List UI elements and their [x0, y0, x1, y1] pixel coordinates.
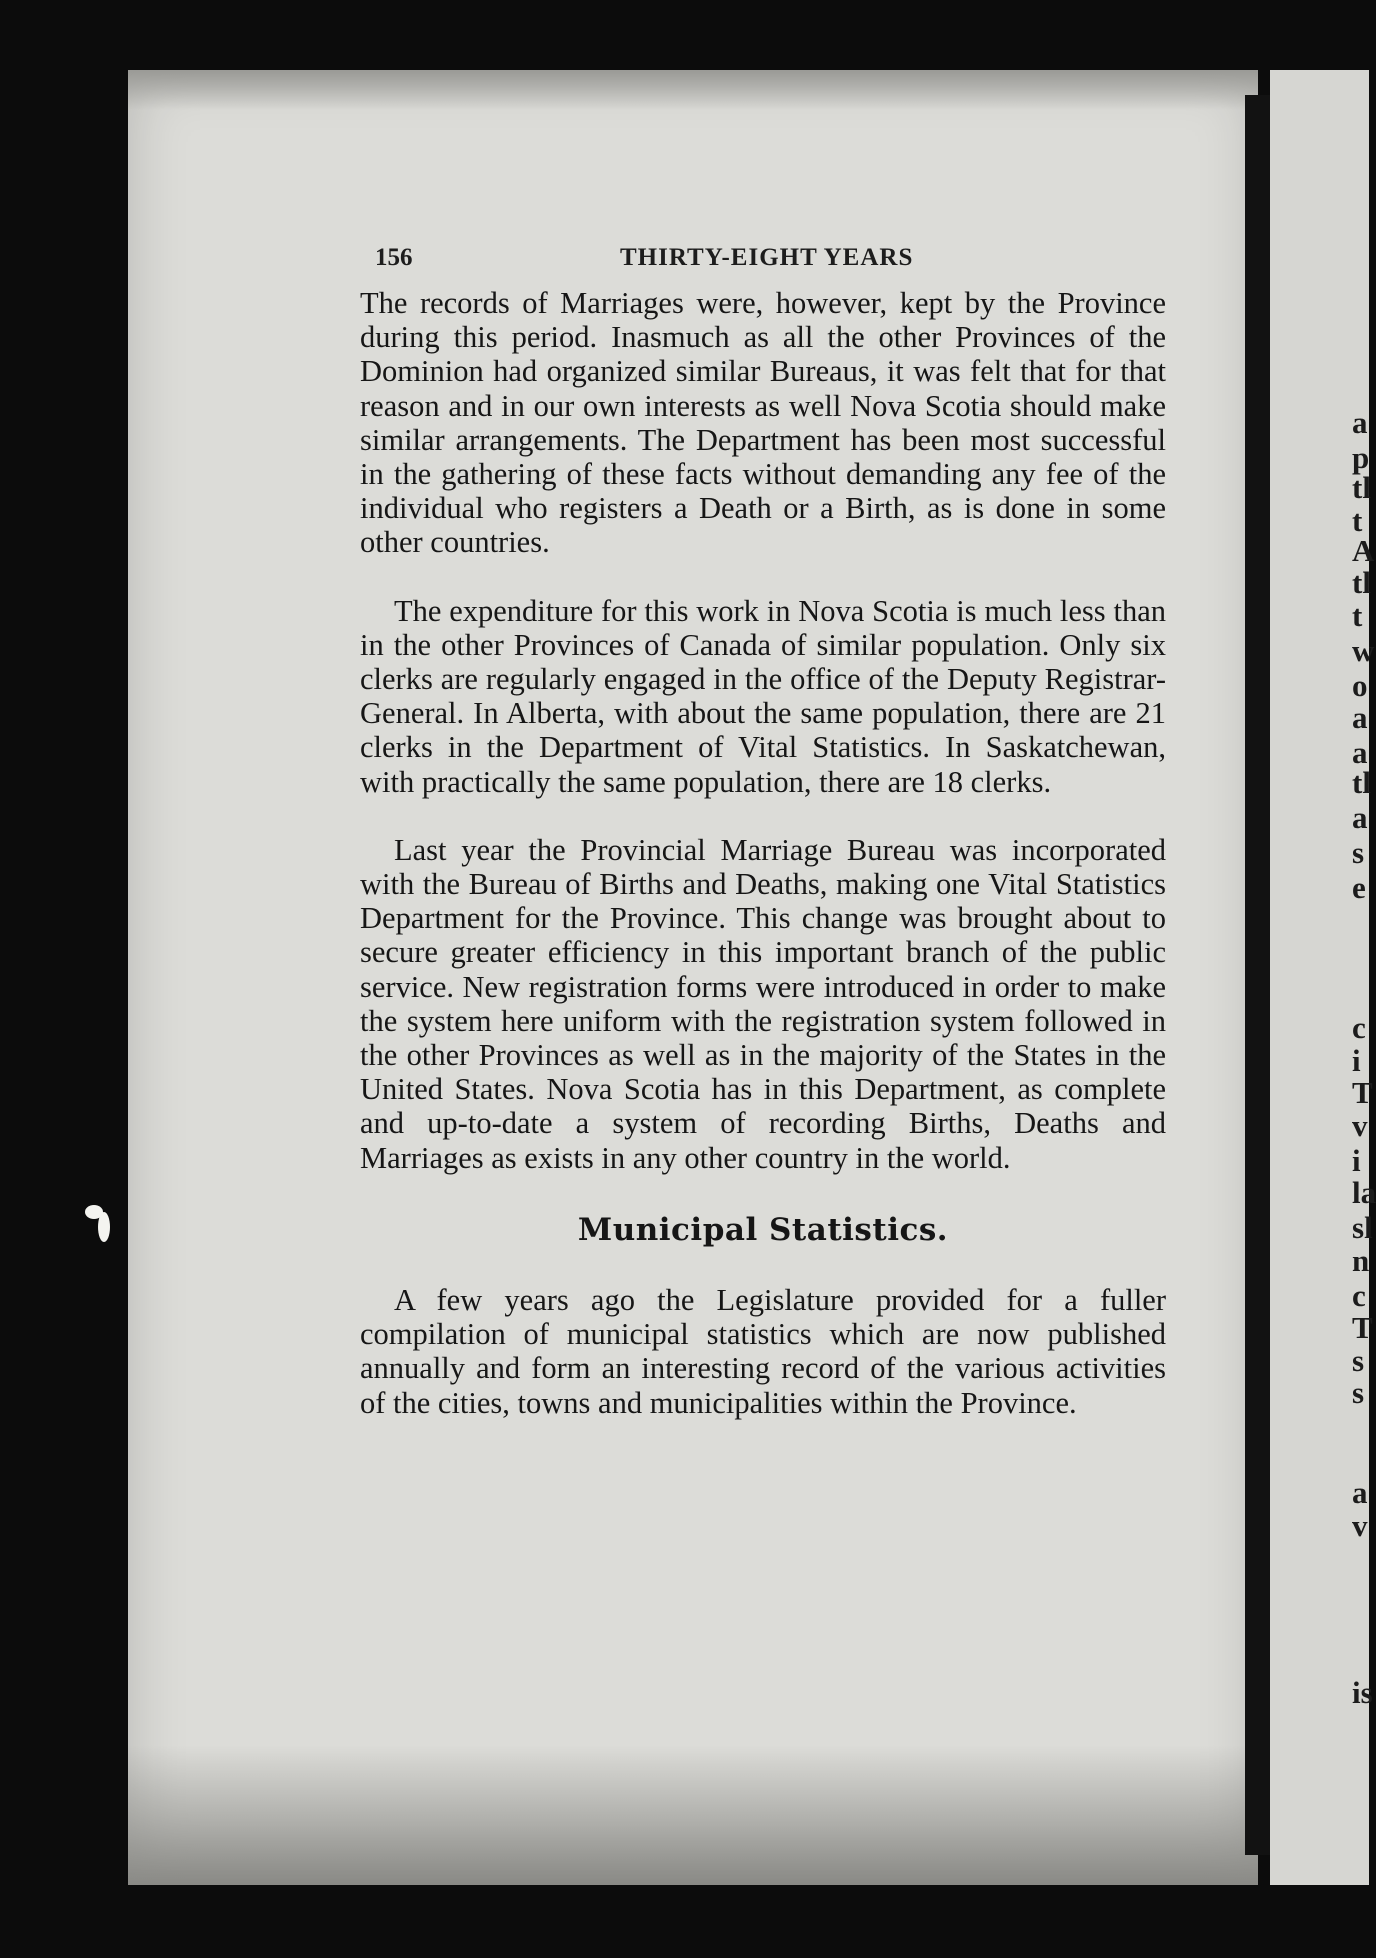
facing-page-fragment: s	[1352, 1375, 1365, 1410]
paragraph: Last year the Provincial Marriage Bureau was incorporated with the Bureau of Births and Deaths, making one Vital Statistics Department for the Province. This change was brought about to secure greater efficiency in this important branch of the public service. New registration forms were introduced in order to make the system here uniform with the registration system followed in the other Provinces as well as in the majority of the States in the United States. Nova Scotia has in this Department, as complete and up-to-date a system of recording Births, Deaths and Marriages as exists in any other country in the world.	[360, 832, 1166, 1175]
facing-page-fragment: i	[1352, 1143, 1361, 1178]
facing-page-fragment: v	[1352, 1108, 1368, 1143]
facing-page-fragment: T	[1352, 1310, 1373, 1345]
facing-page-fragment: s	[1352, 1343, 1365, 1378]
facing-page-fragment: a	[1352, 735, 1368, 770]
running-head	[375, 240, 935, 280]
facing-page-fragment: o	[1352, 668, 1368, 703]
body-text	[360, 286, 1166, 1420]
facing-page-fragment: T	[1352, 1075, 1373, 1110]
facing-page-fragment: is	[1352, 1675, 1373, 1710]
facing-page-fragment: a	[1352, 700, 1368, 735]
facing-page-fragment: c	[1352, 1278, 1366, 1313]
paragraph: The records of Marriages were, however, kept by the Province during this period. Inasmuch as all the other Provinces of the Dominion had organized similar Bureaus, it was felt that for that reason and in our own interests as well Nova Scotia should make similar arrangements. The Department has been most successful in the gathering of these facts without demanding any fee of the individual who registers a Death or a Birth, as is done in some other countries.	[360, 286, 1166, 560]
facing-page-fragment: la	[1352, 1175, 1376, 1210]
paragraph: The expenditure for this work in Nova Scotia is much less than in the other Provinces of Canada of similar population. Only six clerks are regularly engaged in the office of the Deputy Registrar-General. In Alberta, with about the same population, there are 21 clerks in the Department of Vital Statistics. In Saskatchewan, with practically the same population, there are 18 clerks.	[360, 593, 1166, 799]
facing-page-fragment: s	[1352, 835, 1365, 870]
facing-page-fragment: sl	[1352, 1210, 1373, 1245]
facing-page-fragment: a	[1352, 1475, 1368, 1510]
facing-page-fragment: tl	[1352, 470, 1371, 505]
facing-page-fragment: a	[1352, 405, 1368, 440]
facing-page-fragment: p	[1352, 440, 1370, 475]
facing-page-fragment: e	[1352, 870, 1366, 905]
scan-speck	[98, 1212, 110, 1242]
paragraph: A few years ago the Legislature provided for a fuller compilation of municipal statistics which are now published annually and form an interesting record of the various activities of the cities, towns and municipalities within the Province.	[360, 1283, 1166, 1420]
facing-page-fragment: a	[1352, 800, 1368, 835]
page-number: 156	[375, 244, 413, 271]
facing-page-fragment: n	[1352, 1243, 1370, 1278]
facing-page-fragment: tl	[1352, 765, 1371, 800]
book-gutter	[1245, 95, 1270, 1855]
facing-page-fragment: t	[1352, 598, 1363, 633]
section-heading: Municipal Statistics.	[577, 1211, 949, 1248]
facing-page-fragment: w	[1352, 633, 1375, 668]
facing-page-fragment: A	[1352, 533, 1375, 568]
facing-page-fragment: i	[1352, 1043, 1361, 1078]
facing-page-fragment: tl	[1352, 565, 1371, 600]
running-title: THIRTY-EIGHT YEARS	[620, 244, 914, 271]
facing-page-fragment: v	[1352, 1508, 1368, 1543]
facing-page-fragment: c	[1352, 1010, 1366, 1045]
facing-page-edge	[1270, 70, 1376, 1885]
facing-page-fragment: t	[1352, 503, 1363, 538]
